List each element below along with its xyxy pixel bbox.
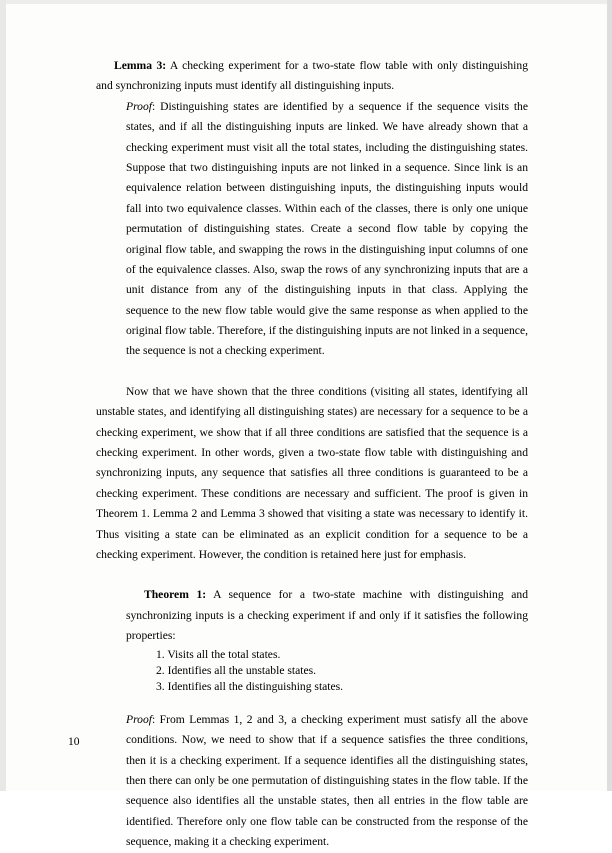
lemma-3-block (96, 56, 528, 362)
lemma-3-proof-text: : Distinguishing states are identified by a sequence if the sequence visits the states, and if all the distinguishing inputs are linked. We have already shown that a checking experiment must visit all the total states, including the distinguishing states. Suppose that two distinguishing inputs are not linked in a sequence. Since link is an equivalence relation between distinguishing inputs, the distinguishing inputs would fall into two equivalence classes. Within each of the classes, there is only one unique permutation of distinguishing states. Create a second flow table by copying the original flow table, and swapping the rows in the distinguishing input columns of one of the equivalence classes. Also, swap the rows of any synchronizing inputs that are a unit distance from any of the distinguishing inputs in that class. Applying the sequence to the new flow table would give the same response as when applied to the original flow table. Therefore, if the distinguishing inputs are not linked in a sequence, the sequence is not a checking experiment. (126, 99, 528, 358)
theorem-1-block (126, 585, 528, 852)
theorem-1-label: Theorem 1: (144, 588, 207, 602)
theorem-1-proof-text: : From Lemmas 1, 2 and 3, a checking experiment must satisfy all the above conditions. Now, we need to show that if a sequence satisfies the three conditions, then it is a checking experiment. If a sequence identifies all the distinguishing states, then there can only be one permutation of distinguishing states in the flow table. If the sequence also identifies all the unstable states, then all entries in the flow table are identified. Therefore only one flow table can be constructed from the response of the sequence, making it a checking experiment. (126, 712, 528, 849)
lemma-3-proof (126, 97, 528, 362)
spacer-2 (96, 565, 528, 585)
lemma-3-proof-paragraph (126, 97, 528, 362)
theorem-1-text: A sequence for a two-state machine with distinguishing and synchronizing inputs is a checking experiment if and only if it satisfies the following properties: (126, 588, 528, 643)
list-item: 1. Visits all the total states. (156, 647, 281, 661)
page-edge-left (0, 0, 6, 791)
theorem-1-statement (126, 585, 528, 646)
lemma-3-text: A checking experiment for a two-state flow table with only distinguishing and synchronizing inputs must identify all distinguishing inputs. (96, 59, 528, 93)
page-edge-top (0, 0, 612, 4)
lemma-3-proof-label: Proof (126, 99, 152, 113)
spacer-3 (126, 696, 528, 710)
spacer-1 (96, 362, 528, 382)
lemma-3-statement (96, 56, 528, 97)
theorem-1-proof-label: Proof (126, 712, 152, 726)
list-item: 3. Identifies all the distinguishing states. (156, 680, 344, 694)
page-edge-right (607, 0, 612, 791)
theorem-1-properties (126, 647, 528, 696)
theorem-1-proof-paragraph (126, 710, 528, 853)
lemma-3-label: Lemma 3: (114, 59, 167, 72)
list-item: 2. Identifies all the unstable states. (156, 664, 317, 677)
page-number: 10 (68, 735, 80, 748)
body-paragraph: Now that we have shown that the three conditions (visiting all states, identifying all unstable states, and identifying all distinguishing states) are necessary for a sequence to be a checking experiment, we show that if all three conditions are satisfied that the sequence is a checking experiment. In other words, given a two-state flow table with distinguishing and synchronizing inputs, any sequence that satisfies all three conditions is guaranteed to be a checking experiment. These conditions are necessary and sufficient. The proof is given in Theorem 1. Lemma 2 and Lemma 3 showed that visiting a state was necessary to identify it. Thus visiting a state can be eliminated as an explicit condition for a sequence to be a checking experiment. However, the condition is retained here just for emphasis. (96, 384, 528, 561)
page-content (96, 56, 528, 853)
